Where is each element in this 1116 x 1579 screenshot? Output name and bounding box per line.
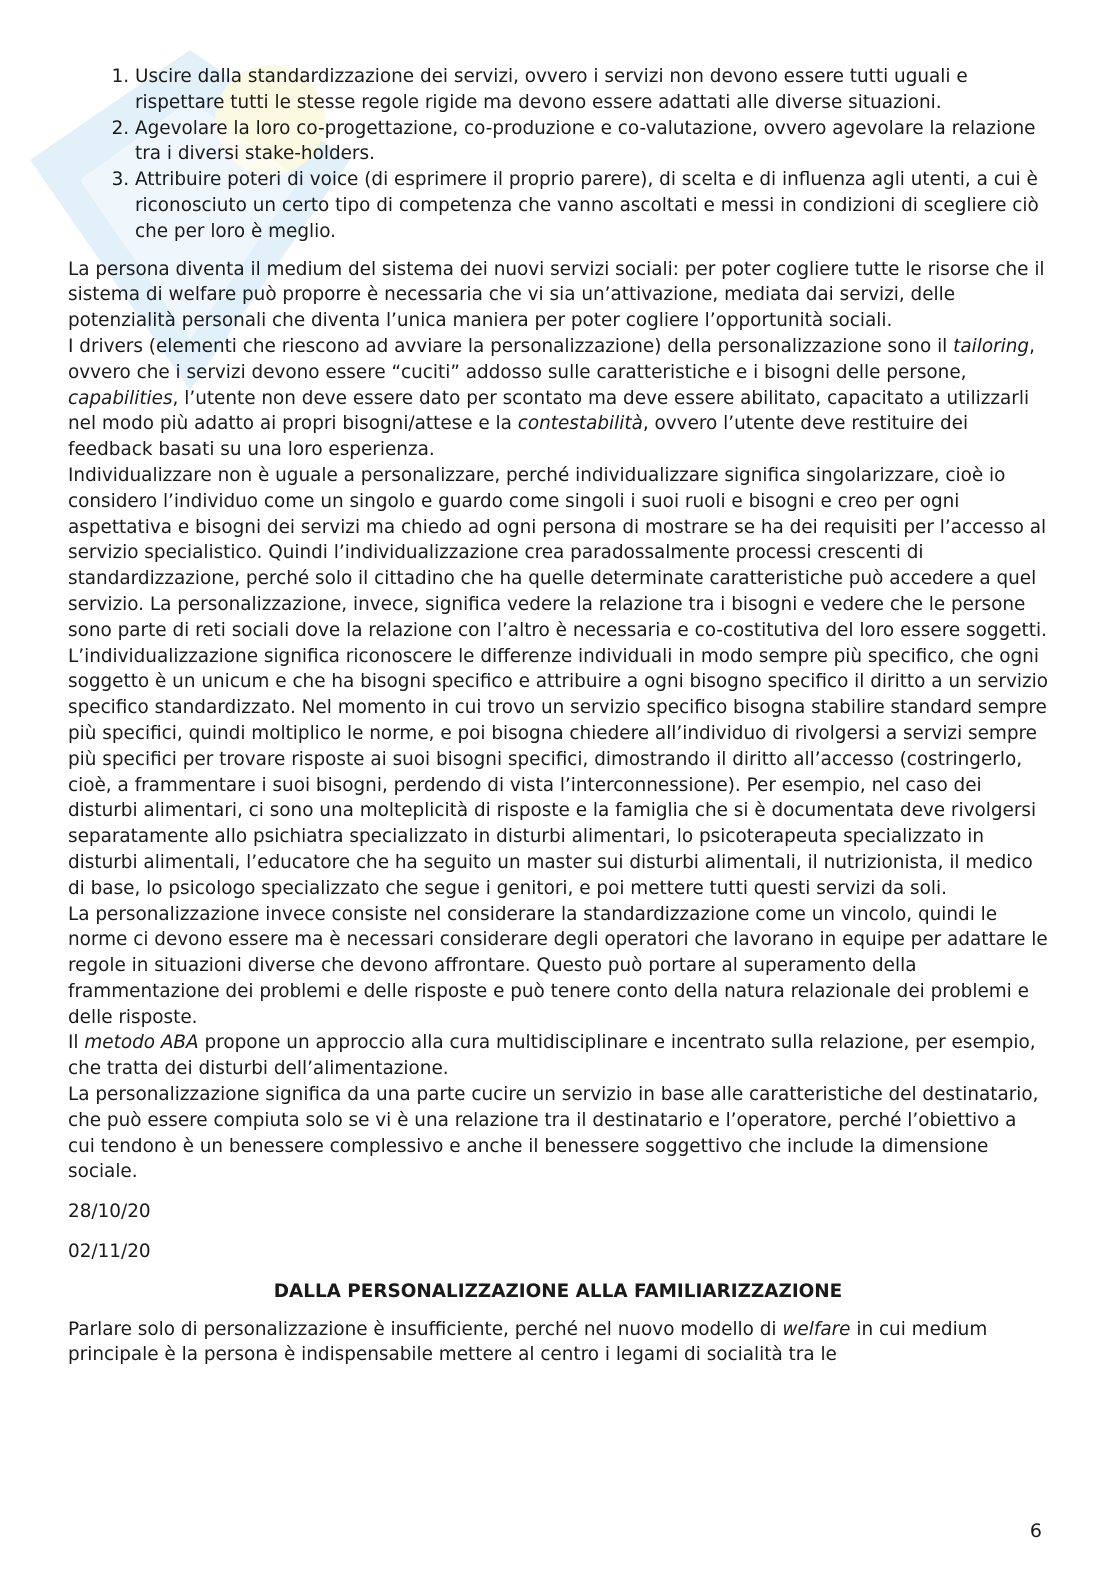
document-page [68, 64, 1048, 1368]
paragraph: Individualizzare non è uguale a personalizzare, perché individualizzare significa singolarizzare, cioè io considero l’individuo come un singolo e guardo come singoli i suoi ruoli e bisogni e creo per ogni aspettativa e bisogni dei servizi ma chiedo ad ogni persona di mostrare se ha dei requisiti per l’accesso al servizio specialistico. Quindi l’individualizzazione crea paradossalmente processi crescenti di standardizzazione, perché solo il cittadino che ha quelle determinate caratteristiche può accedere a quel servizio. La personalizzazione, invece, significa vedere la relazione tra i bisogni e vedere che le persone sono parte di reti sociali dove la relazione con l’altro è necessaria e co-costitutiva del loro essere soggetti. [68, 464, 1047, 641]
date-label: 02/11/20 [68, 1241, 151, 1263]
paragraph: La personalizzazione significa da una parte cucire un servizio in base alle caratteristiche del destinatario, che può essere compiuta solo se vi è una relazione tra il destinatario e l’operatore, perché l’obiettivo a cui tendono è un benessere complessivo e anche il benessere soggettivo che include la dimensione sociale. [68, 1084, 1039, 1183]
paragraph: Il metodo ABA propone un approccio alla cura multidisciplinare e incentrato sulla relazione, per esempio, che tratta dei disturbi dell’alimentazione. [68, 1032, 1036, 1080]
section-heading: DALLA PERSONALIZZAZIONE ALLA FAMILIARIZZAZIONE [273, 1280, 843, 1302]
paragraph: L’individualizzazione significa riconoscere le differenze individuali in modo sempre più specifico, che ogni soggetto è un unicum e che ha bisogni specifico e attribuire a ogni bisogno specifico il diritto a un servizio specifico standardizzato. Nel momento in cui trovo un servizio specifico bisogna stabilire standard sempre più specifici, quindi moltiplico le norme, e poi bisogna chiedere all’individuo di rivolgersi a servizi sempre più specifici per trovare risposte ai suoi bisogni specifici, dimostrando il diritto all’accesso (costringerlo, cioè, a frammentare i suoi bisogni, perdendo di vista l’interconnessione). Per esempio, nel caso dei disturbi alimentari, ci sono una molteplicità di risposte e la famiglia che si è documentata deve rivolgersi separatamente allo psichiatra specializzato in disturbi alimentari, lo psicoterapeuta specializzato in disturbi alimentali, l’educatore che ha seguito un master sui disturbi alimentali, il nutrizionista, il medico di base, lo psicologo specializzato che segue i genitori, e poi mettere tutti questi servizi da soli. [68, 645, 1048, 899]
list-item: 2. Agevolare la loro co-progettazione, co-produzione e co-valutazione, ovvero agevolare la relazione tra i diversi stake-holders. [135, 116, 1048, 168]
page-number: 6 [1029, 1520, 1042, 1542]
list-item: 1. Uscire dalla standardizzazione dei servizi, ovvero i servizi non devono essere tutti uguali e rispettare tutti le stesse regole rigide ma devono essere adattati alle diverse situazioni. [135, 64, 1048, 116]
list-item: 3. Attribuire poteri di voice (di esprimere il proprio parere), di scelta e di influenza agli utenti, a cui è riconosciuto un certo tipo di competenza che vanno ascoltati e messi in condizioni di scegliere ciò che per loro è meglio. [135, 167, 1048, 244]
body-text [68, 257, 1048, 1186]
numbered-list [68, 64, 1048, 245]
paragraph: I drivers (elementi che riescono ad avviare la personalizzazione) della personalizzazione sono il tailoring, ovvero che i servizi devono essere “cuciti” addosso sulle caratteristiche e i bisogni delle persone, capabilities, l’utente non deve essere dato per scontato ma deve essere abilitato, capacitato a utilizzarli nel modo più adatto ai propri bisogni/attese e la contestabilità, ovvero l’utente deve restituire dei feedback basati su una loro esperienza. [68, 335, 1035, 461]
date-label: 28/10/20 [68, 1201, 151, 1223]
paragraph: La personalizzazione invece consiste nel considerare la standardizzazione come un vincolo, quindi le norme ci devono essere ma è necessari considerare degli operatori che lavorano in equipe per adattare le regole in situazioni diverse che devono affrontare. Questo può portare al superamento della frammentazione dei problemi e delle risposte e può tenere conto della natura relazionale dei problemi e delle risposte. [68, 903, 1048, 1028]
paragraph: Parlare solo di personalizzazione è insufficiente, perché nel nuovo modello di welfare in cui medium principale è la persona è indispensabile mettere al centro i legami di socialità tra le [68, 1318, 988, 1366]
paragraph: La persona diventa il medium del sistema dei nuovi servizi sociali: per poter cogliere tutte le risorse che il sistema di welfare può proporre è necessaria che vi sia un’attivazione, mediata dai servizi, delle potenzialità personali che diventa l’unica maniera per poter cogliere l’opportunità sociali. [68, 258, 1045, 332]
